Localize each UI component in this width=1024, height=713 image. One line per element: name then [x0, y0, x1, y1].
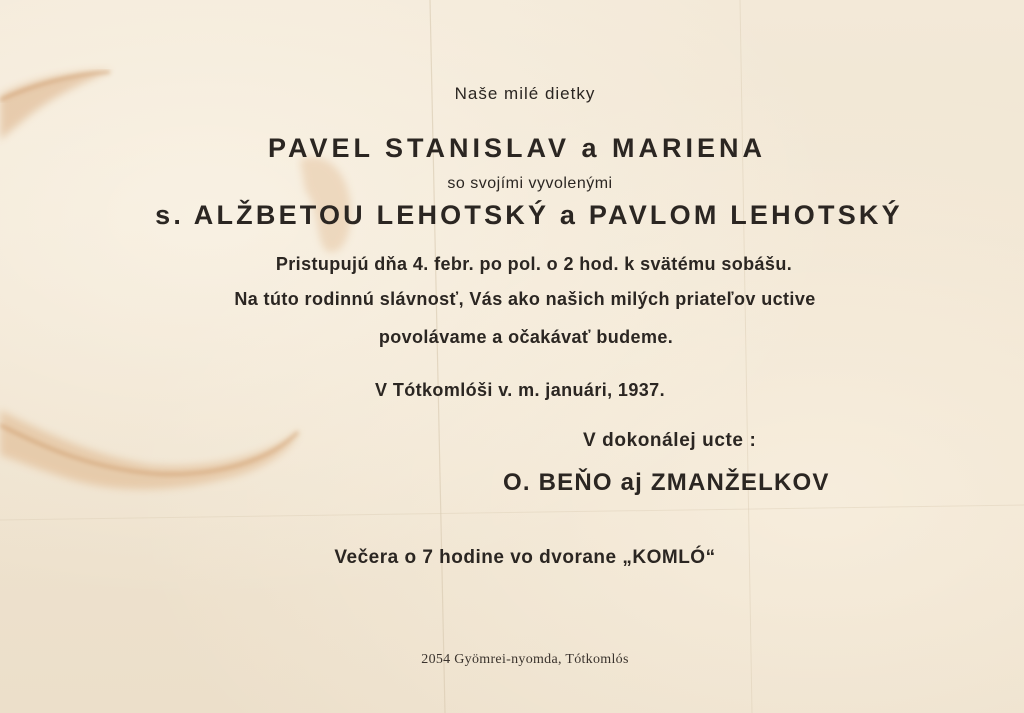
regards-line: V dokonálej ucte :	[583, 430, 757, 451]
body-line-2: Na túto rodinnú slávnosť, Vás ako našich milých priateľov uctive	[234, 289, 816, 309]
body-line-3: povolávame a očakávať budeme.	[378, 327, 674, 347]
intro-line: Naše milé dietky	[454, 84, 596, 103]
partner-names: s. ALŽBETOU LEHOTSKÝ a PAVLOM LEHOTSKÝ	[155, 200, 903, 230]
body-line-1: Pristupujú dňa 4. febr. po pol. o 2 hod. k svätému sobášu.	[275, 254, 793, 274]
couple-names: PAVEL STANISLAV a MARIENA	[267, 133, 767, 163]
signer-name: O. BEŇO aj ZMANŽELKOV	[503, 469, 830, 496]
dinner-line: Večera o 7 hodine vo dvorane „KOMLÓ“	[334, 547, 716, 568]
place-date-line: V Tótkomlóši v. m. januári, 1937.	[375, 380, 665, 400]
with-chosen-line: so svojími vyvolenými	[447, 175, 613, 192]
printer-imprint: 2054 Gyömrei-nyomda, Tótkomlós	[421, 652, 629, 667]
